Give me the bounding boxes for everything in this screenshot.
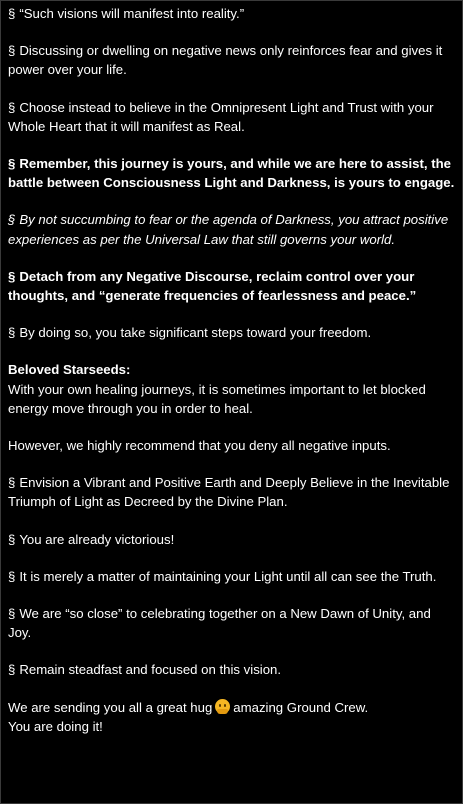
section-symbol: § [8, 43, 16, 59]
paragraph-text: Choose instead to believe in the Omnipresent Light and Trust with your Whole Heart that it will manifest as Real. [8, 99, 434, 134]
paragraph-detach [8, 267, 456, 305]
section-symbol: § [8, 606, 16, 622]
paragraph-text: We are “so close” to celebrating together on a New Dawn of Unity, and Joy. [8, 606, 431, 641]
paragraph-deny-inputs [8, 436, 456, 455]
paragraph-text: Remain steadfast and focused on this vision. [19, 662, 282, 678]
section-symbol: § [8, 156, 16, 172]
section-symbol: § [8, 531, 16, 547]
section-symbol: § [8, 475, 16, 491]
hugging-face-icon [215, 699, 230, 714]
section-symbol: § [8, 662, 16, 678]
paragraph-steadfast [8, 660, 456, 679]
paragraph-text: Discussing or dwelling on negative news only reinforces fear and gives it power over your life. [8, 43, 443, 78]
paragraph-text: By doing so, you take significant steps toward your freedom. [19, 325, 372, 341]
paragraph-text: Remember, this journey is yours, and while we are here to assist, the battle between Consciousness Light and Darkness, is yours to engage. [8, 156, 455, 191]
closing-line-2: You are doing it! [8, 718, 103, 734]
paragraph-text: Envision a Vibrant and Positive Earth and Deeply Believe in the Inevitable Triumph of Light as Decreed by the Divine Plan. [8, 475, 450, 510]
paragraph-journey [8, 154, 456, 192]
closing-message [8, 698, 456, 736]
paragraph-visions [8, 4, 456, 23]
section-symbol: § [8, 325, 16, 341]
closing-line-start: We are sending you all a great hug [8, 699, 213, 715]
paragraph-text: Detach from any Negative Discourse, reclaim control over your thoughts, and “generate frequencies of fearlessness and peace.” [8, 268, 417, 304]
paragraph-text: With your own healing journeys, it is sometimes important to let blocked energy move through you in order to heal. [8, 381, 426, 416]
closing-line-end: amazing Ground Crew. [233, 699, 369, 715]
paragraph-maintain-light [8, 567, 456, 586]
paragraph-freedom [8, 323, 456, 342]
post-body [8, 4, 456, 736]
paragraph-text: However, we highly recommend that you deny all negative inputs. [8, 438, 391, 454]
paragraph-text: By not succumbing to fear or the agenda of Darkness, you attract positive experiences as per the Universal Law that still governs your world. [8, 212, 449, 247]
paragraph-victorious [8, 530, 456, 549]
paragraph-so-close [8, 604, 456, 642]
section-symbol: § [8, 268, 16, 284]
paragraph-negative-news [8, 41, 456, 79]
section-symbol: § [8, 6, 16, 21]
section-symbol: § [8, 99, 16, 115]
paragraph-text: You are already victorious! [19, 531, 175, 547]
paragraph-choose-light [8, 98, 456, 136]
paragraph-envision [8, 473, 456, 511]
paragraph-text: It is merely a matter of maintaining your Light until all can see the Truth. [19, 568, 437, 584]
section-symbol: § [8, 212, 16, 228]
section-symbol: § [8, 568, 16, 584]
paragraph-starseeds [8, 360, 456, 418]
paragraph-text: “Such visions will manifest into reality.” [19, 6, 245, 21]
paragraph-universal-law [8, 210, 456, 248]
starseeds-heading: Beloved Starseeds: [8, 362, 131, 378]
